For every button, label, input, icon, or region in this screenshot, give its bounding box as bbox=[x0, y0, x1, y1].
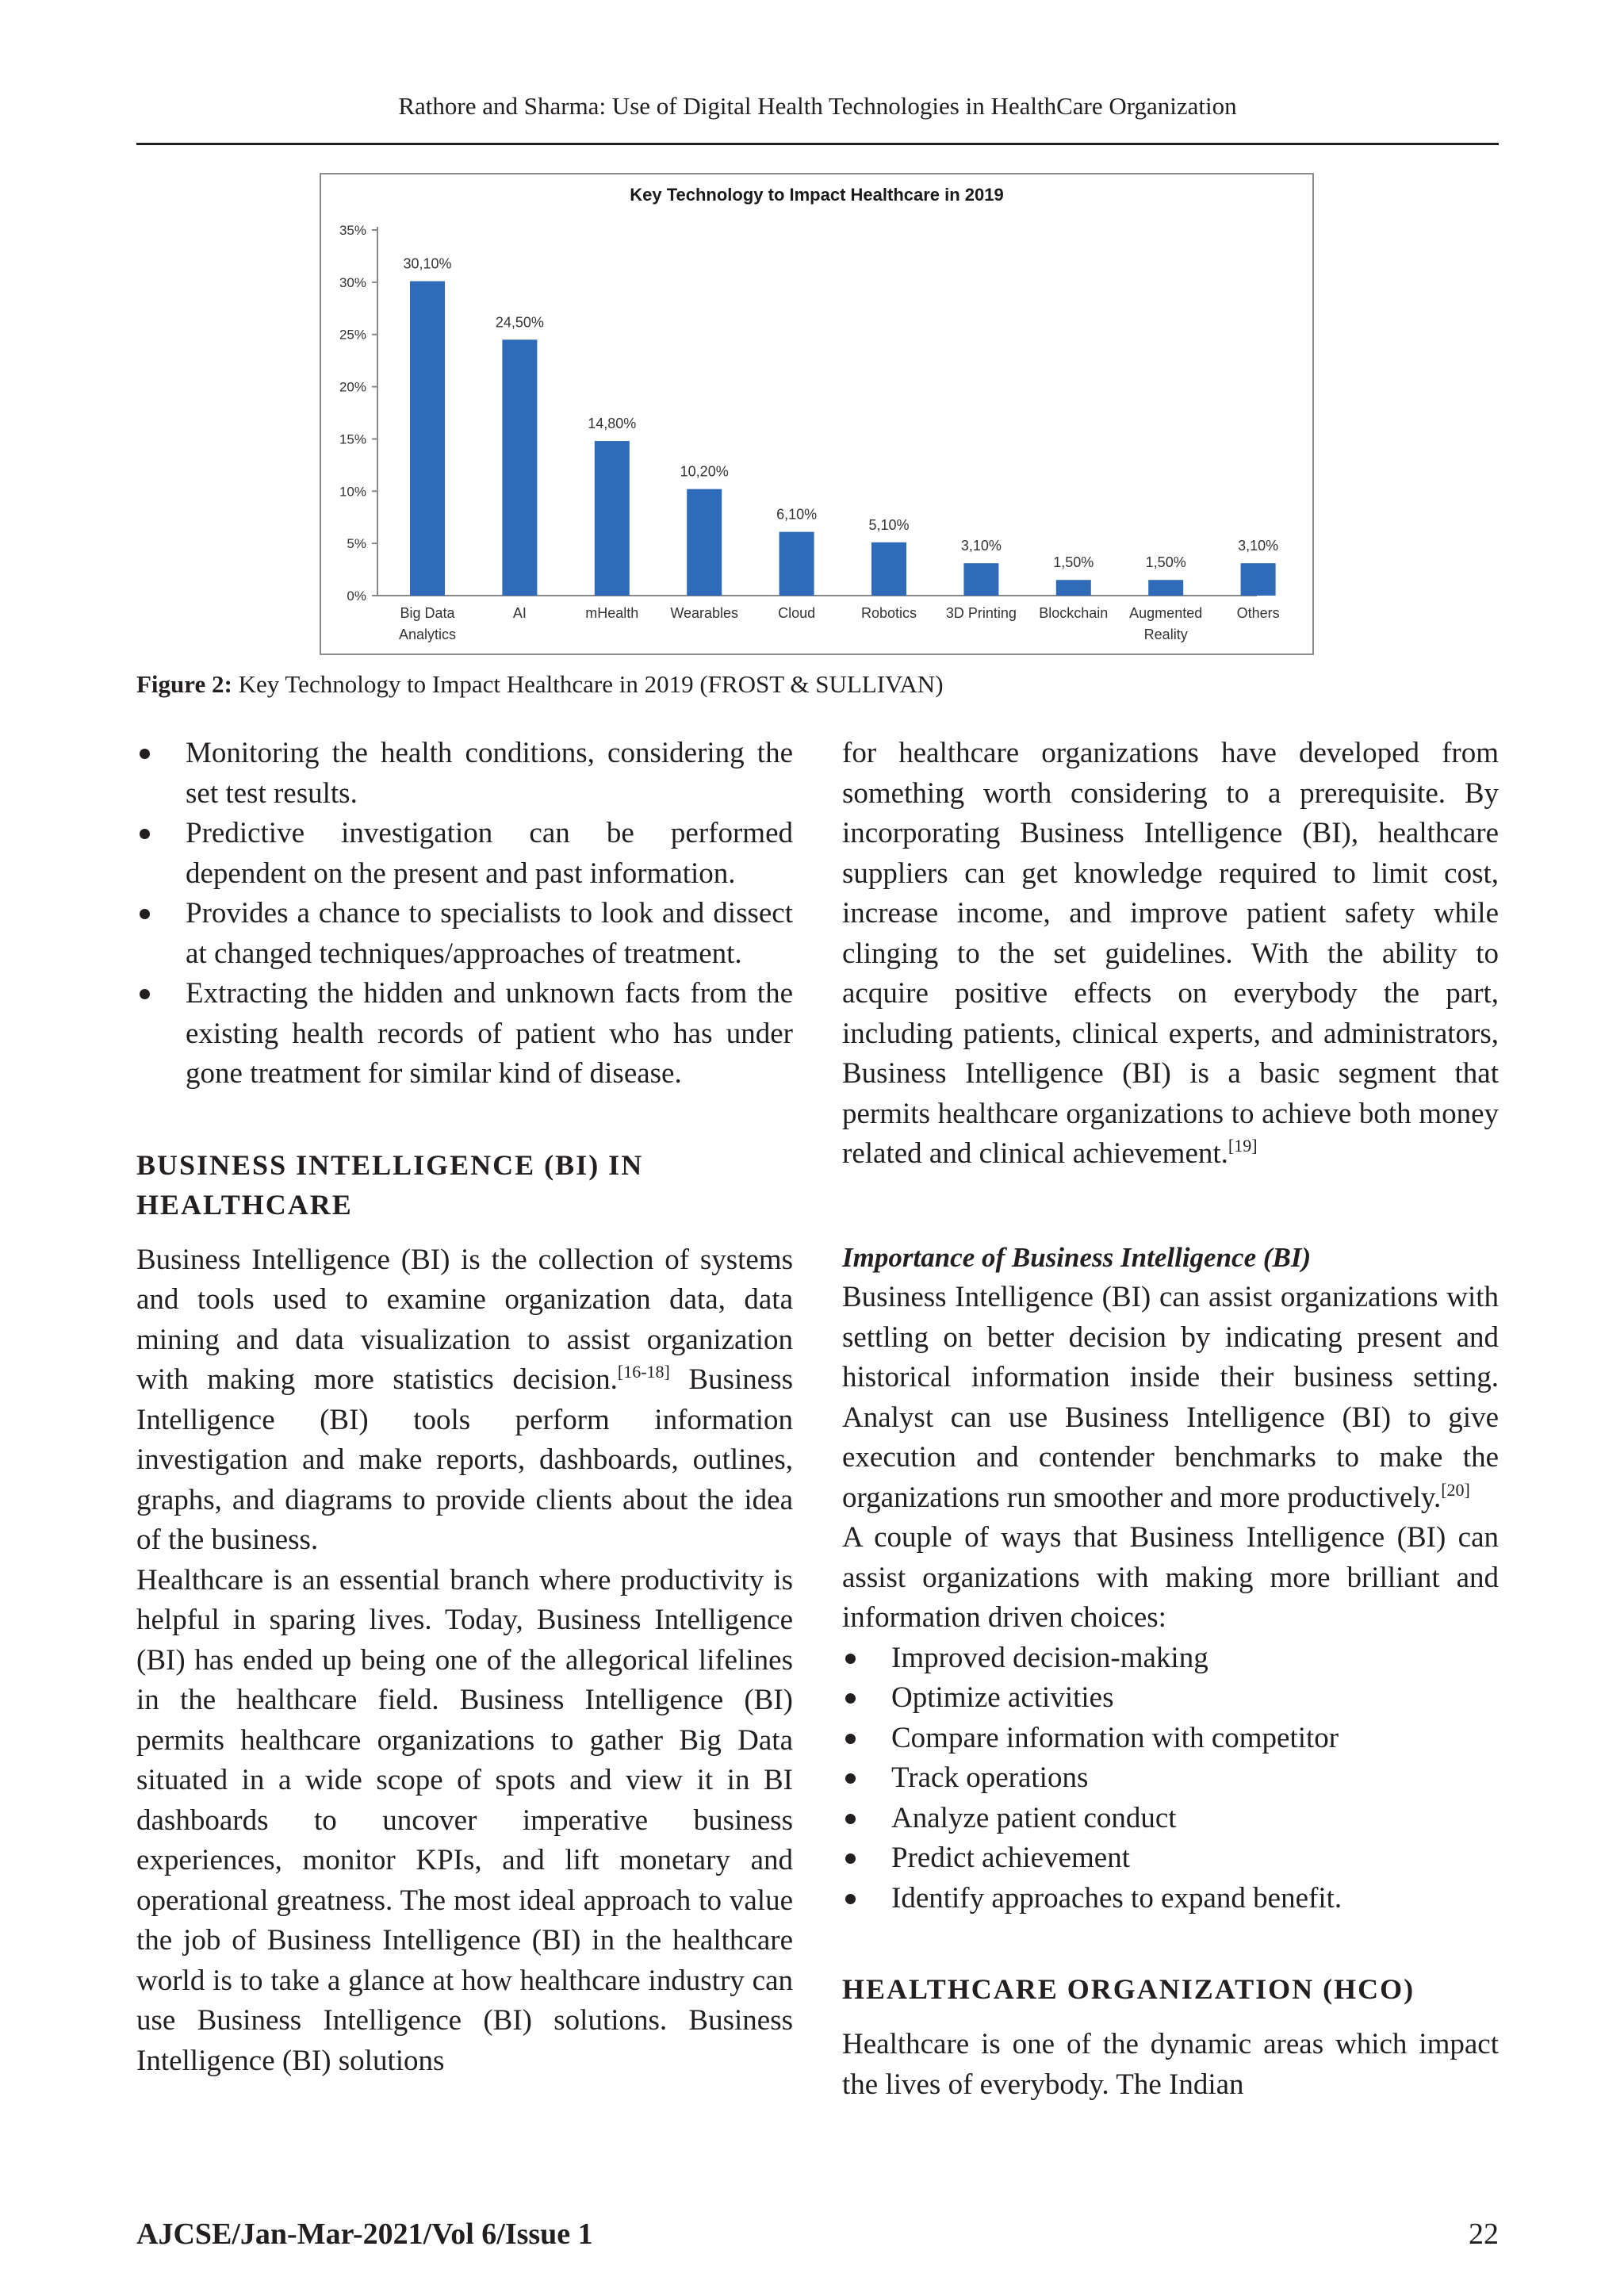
page-number: 22 bbox=[1469, 2217, 1499, 2251]
y-tick-label: 0% bbox=[347, 588, 366, 604]
x-tick-label: Wearables bbox=[670, 605, 739, 621]
bullet-icon bbox=[140, 829, 150, 839]
left-column bbox=[136, 734, 793, 2081]
figure-caption-text: Key Technology to Impact Healthcare in 2019 (FROST & SULLIVAN) bbox=[238, 670, 944, 698]
citation-ref: [19] bbox=[1228, 1136, 1258, 1156]
citation-ref: [20] bbox=[1441, 1479, 1470, 1500]
importance-paragraph: Business Intelligence (BI) can assist organizations with settling on better decision by indicating present and historical information inside their business setting. Analyst can use Business Intelligence (BI) to give execution and contender benchmarks to make the organizations run smoother and more productively.[20] bbox=[842, 1281, 1499, 1514]
x-tick-label: Cloud bbox=[778, 605, 816, 621]
x-tick-label: Analytics bbox=[398, 627, 457, 642]
list-item: Compare information with competitor bbox=[842, 1719, 1499, 1759]
data-label: 5,10% bbox=[868, 516, 910, 533]
figure-caption-label: Figure 2: bbox=[136, 670, 232, 698]
data-label: 3,10% bbox=[960, 538, 1002, 554]
list-item: Optimize activities bbox=[842, 1678, 1499, 1719]
list-item: Provides a chance to specialists to look and dissect at changed techniques/approaches of treatment. bbox=[136, 894, 793, 974]
data-label: 14,80% bbox=[588, 416, 637, 432]
bullet-icon bbox=[140, 909, 150, 919]
bullet-icon bbox=[845, 1773, 856, 1784]
x-tick-label: Augmented bbox=[1129, 605, 1203, 621]
bar-chart bbox=[321, 174, 1312, 654]
data-label: 1,50% bbox=[1053, 554, 1094, 571]
right-bullet-list bbox=[842, 1639, 1499, 1919]
y-tick-label: 5% bbox=[347, 536, 366, 552]
bar bbox=[595, 441, 630, 596]
list-item: Monitoring the health conditions, considering the set test results. bbox=[136, 734, 793, 814]
y-tick-label: 20% bbox=[339, 379, 366, 395]
data-label: 3,10% bbox=[1238, 538, 1279, 554]
data-label: 10,20% bbox=[680, 463, 729, 480]
bar bbox=[963, 563, 998, 596]
y-tick-label: 30% bbox=[339, 274, 366, 290]
bullet-icon bbox=[845, 1654, 856, 1664]
x-tick-label: 3D Printing bbox=[945, 605, 1017, 621]
list-item: Track operations bbox=[842, 1758, 1499, 1799]
bullet-icon bbox=[140, 989, 150, 999]
bar bbox=[687, 489, 722, 596]
bullet-icon bbox=[140, 749, 150, 759]
list-item: Identify approaches to expand benefit. bbox=[842, 1879, 1499, 1919]
section-heading-bi: BUSINESS INTELLIGENCE (BI) IN HEALTHCARE bbox=[136, 1148, 644, 1221]
journal-footer: AJCSE/Jan-Mar-2021/Vol 6/Issue 1 bbox=[136, 2217, 593, 2251]
bar bbox=[1241, 563, 1276, 596]
bi-paragraph-1: Business Intelligence (BI) is the collection of systems and tools used to examine organization data, data mining and data visualization to assist organization with making more statistics decision.[16-18] Business Intelligence (BI) tools perform information investigation and make reports, dashboards, outlines, graphs, and diagrams to provide clients about the idea of the business. bbox=[136, 1243, 793, 1556]
figure-2-chart bbox=[320, 173, 1314, 655]
bar bbox=[410, 282, 445, 596]
figure-caption bbox=[136, 670, 944, 699]
bullet-icon bbox=[845, 1853, 856, 1864]
bar bbox=[502, 339, 537, 596]
header-rule bbox=[136, 143, 1499, 145]
y-tick-label: 35% bbox=[339, 223, 366, 238]
data-label: 1,50% bbox=[1145, 554, 1186, 571]
y-tick-label: 10% bbox=[339, 484, 366, 500]
chart-title: Key Technology to Impact Healthcare in 2019 bbox=[630, 185, 1004, 205]
section-heading-hco: HEALTHCARE ORGANIZATION (HCO) bbox=[842, 1973, 1415, 2005]
list-item: Predictive investigation can be performed dependent on the present and past information. bbox=[136, 814, 793, 894]
bar bbox=[1148, 580, 1183, 596]
list-item: Improved decision-making bbox=[842, 1639, 1499, 1679]
bi-paragraph-2: Healthcare is an essential branch where productivity is helpful in sparing lives. Today, Business Intelligence (BI) has ended up being one of the allegorical lifelines in the healthcare field. Business Intelligence (BI) permits healthcare organizations to gather Big Data situated in a wide scope of spots and view it in BI dashboards to uncover imperative business experiences, monitor KPIs, and lift monetary and operational greatness. The most ideal approach to value the job of Business Intelligence (BI) in the healthcare world is to take a glance at how healthcare industry can use Business Intelligence (BI) solutions. Business Intelligence (BI) solutions bbox=[136, 1563, 793, 2077]
data-label: 24,50% bbox=[495, 314, 544, 331]
x-tick-label: AI bbox=[512, 605, 527, 621]
bullet-icon bbox=[845, 1693, 856, 1704]
list-item: Extracting the hidden and unknown facts from the existing health records of patient who has under gone treatment for similar kind of disease. bbox=[136, 974, 793, 1094]
data-label: 6,10% bbox=[776, 506, 818, 523]
bi-paragraph-3: for healthcare organizations have developed from something worth considering to a prerequisite. By incorporating Business Intelligence (BI), healthcare suppliers can get knowledge required to limit cost, increase income, and improve patient safety while clinging to the set guidelines. With the ability to acquire positive effects on everybody the part, including patients, clinical experts, and administrators, Business Intelligence (BI) is a basic segment that permits healthcare organizations to achieve both money related and clinical achievement.[19] bbox=[842, 737, 1499, 1170]
importance-subheading: Importance of Business Intelligence (BI) bbox=[842, 1241, 1312, 1273]
list-item: Analyze patient conduct bbox=[842, 1799, 1499, 1839]
left-bullet-list bbox=[136, 734, 793, 1094]
bar bbox=[1056, 580, 1091, 596]
ways-paragraph: A couple of ways that Business Intelligence (BI) can assist organizations with making more brilliant and information driven choices: bbox=[842, 1521, 1499, 1634]
x-tick-label: Others bbox=[1236, 605, 1280, 621]
data-label: 30,10% bbox=[403, 255, 452, 272]
y-tick-label: 25% bbox=[339, 327, 366, 343]
bar bbox=[779, 532, 814, 596]
bar bbox=[871, 542, 906, 596]
x-tick-label: Big Data bbox=[400, 605, 455, 621]
x-tick-label: Reality bbox=[1143, 627, 1188, 642]
x-tick-label: Blockchain bbox=[1039, 605, 1109, 621]
bullet-icon bbox=[845, 1814, 856, 1824]
bullet-icon bbox=[845, 1734, 856, 1744]
x-tick-label: mHealth bbox=[585, 605, 639, 621]
y-tick-label: 15% bbox=[339, 431, 366, 447]
x-tick-label: Robotics bbox=[860, 605, 917, 621]
hco-paragraph: Healthcare is one of the dynamic areas which impact the lives of everybody. The Indian bbox=[842, 2028, 1499, 2101]
list-item: Predict achievement bbox=[842, 1838, 1499, 1879]
citation-ref: [16-18] bbox=[617, 1362, 670, 1382]
bullet-icon bbox=[845, 1894, 856, 1904]
right-column bbox=[842, 734, 1499, 2105]
running-head: Rathore and Sharma: Use of Digital Health Technologies in HealthCare Organization bbox=[398, 92, 1237, 120]
